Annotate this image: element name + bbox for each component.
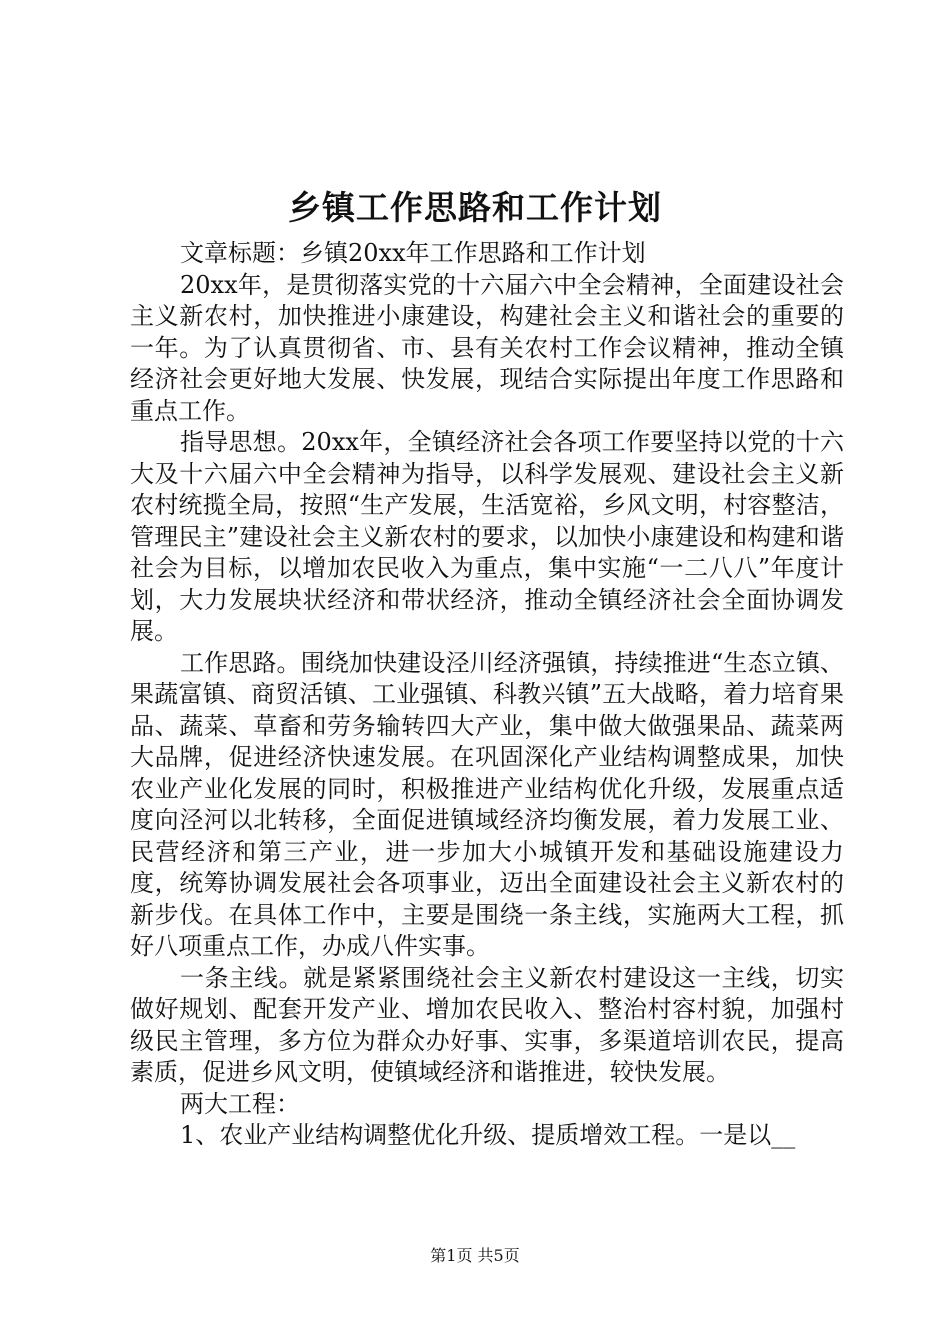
document-title: 乡镇工作思路和工作计划 — [288, 188, 662, 227]
article-title-line: 文章标题：乡镇20xx年工作思路和工作计划 — [180, 239, 646, 267]
paragraph-two-projects-heading: 两大工程： — [180, 1089, 300, 1118]
paragraph-project-one: 1、农业产业结构调整优化升级、提质增效工程。一是以__ — [180, 1121, 796, 1149]
page-number-footer: 第1页 共5页 — [430, 1246, 520, 1265]
paragraph-work-approach: 工作思路。围绕加快建设泾川经济强镇，持续推进“生态立镇、果蔬富镇、商贸活镇、工业强镇、科教兴镇”五大战略，着力培育果品、蔬菜、草畜和劳务输转四大产业，集中做大做强果品、蔬菜两大品牌，促进经济快速发展。在巩固深化产业结构调整成果，加快农业产业化发展的同时，积极推进产业结构优化升级，发展重点适度向泾河以北转移，全面促进镇域经济均衡发展，着力发展工业、民营经济和第三产业，进一步加大小城镇开发和基础设施建设力度，统筹协调发展社会各项事业，迈出全面建设社会主义新农村的新步伐。在具体工作中，主要是围绕一条主线，实施两大工程，抓好八项重点工作，办成八件实事。 — [130, 648, 844, 960]
paragraph-guiding-thought: 指导思想。20xx年，全镇经济社会各项工作要坚持以党的十六大及十六届六中全会精神为指导，以科学发展观、建设社会主义新农村统揽全局，按照“生产发展，生活宽裕，乡风文明，村容整洁，管理民主”建设社会主义新农村的要求，以加快小康建设和构建和谐社会为目标，以增加农民收入为重点，集中实施“一二八八”年度计划，大力发展块状经济和带状经济，推动全镇经济社会全面协调发展。 — [130, 428, 844, 645]
document-body — [130, 238, 844, 1152]
paragraph-intro: 20xx年，是贯彻落实党的十六届六中全会精神，全面建设社会主义新农村，加快推进小康建设，构建社会主义和谐社会的重要的一年。为了认真贯彻省、市、县有关农村工作会议精神，推动全镇经济社会更好地大发展、快发展，现结合实际提出年度工作思路和重点工作。 — [130, 270, 844, 425]
paragraph-main-line: 一条主线。就是紧紧围绕社会主义新农村建设这一主线，切实做好规划、配套开发产业、增加农民收入、整治村容村貌，加强村级民主管理，多方位为群众办好事、实事，多渠道培训农民，提高素质，促进乡风文明，使镇域经济和谐推进，较快发展。 — [130, 963, 844, 1086]
